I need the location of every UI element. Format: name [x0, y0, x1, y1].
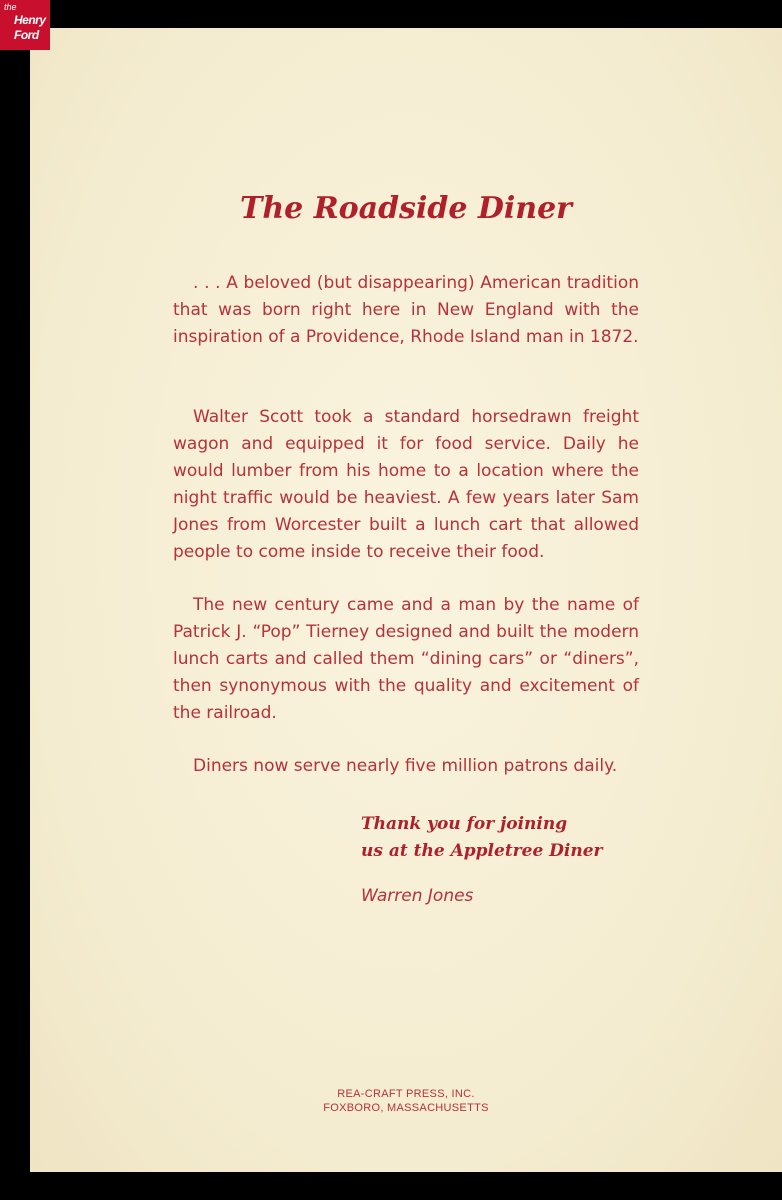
signature: Warren Jones: [361, 886, 474, 906]
paragraph-walter-scott: Walter Scott took a standard horsedrawn freight wagon and equipped it for food service. Daily he would lumber from his home to a location where the night traffic would be heaviest. A few years later Sam Jones from Worcester built a lunch cart that allowed people to come inside to receive their food.: [173, 407, 639, 562]
henry-ford-logo: [0, 0, 50, 50]
logo-the: the: [4, 2, 17, 12]
document-title: The Roadside Diner: [240, 191, 572, 226]
printer-name: REA-CRAFT PRESS, INC.: [337, 1088, 475, 1100]
thank-you-line-1: Thank you for joining: [361, 814, 568, 834]
thank-you-line-2: us at the Appletree Diner: [361, 841, 603, 861]
printer-credit: [0, 1087, 782, 1115]
paragraph-tierney: The new century came and a man by the name of Patrick J. “Pop” Tierney designed and built the modern lunch carts and called them “dining cars” or “diners”, then synonymous with the quality and excitement of the railroad.: [173, 595, 639, 723]
logo-henry: Henry: [14, 13, 46, 27]
paragraph-patrons: Diners now serve nearly five million patrons daily.: [193, 756, 618, 776]
thank-you-note: [361, 811, 603, 865]
logo-ford: Ford: [14, 28, 39, 42]
printer-location: FOXBORO, MASSACHUSETTS: [323, 1102, 489, 1114]
paragraph-intro: . . . A beloved (but disappearing) American tradition that was born right here in New England with the inspiration of a Providence, Rhode Island man in 1872.: [173, 273, 639, 347]
